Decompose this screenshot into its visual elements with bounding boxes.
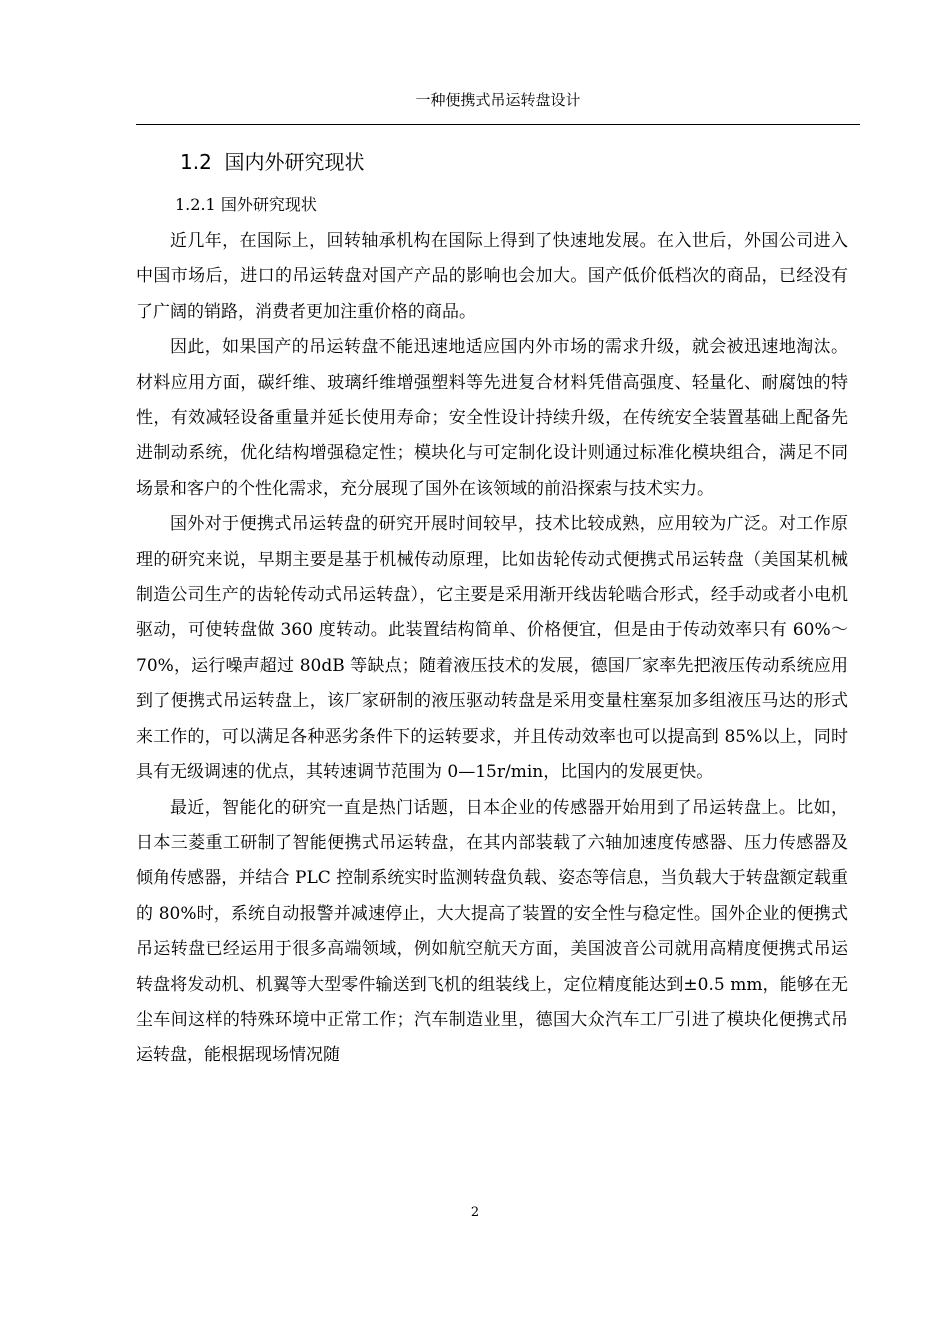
section-title: 国内外研究现状 [224, 150, 365, 174]
subsection-heading [175, 192, 317, 218]
subsection-title: 国外研究现状 [220, 195, 317, 214]
running-header: 一种便携式吊运转盘设计 [415, 91, 581, 109]
section-heading [180, 147, 365, 177]
section-number: 1.2 [180, 150, 212, 174]
paragraph-2: 因此，如果国产的吊运转盘不能迅速地适应国内外市场的需求升级，就会被迅速地淘汰。材料应用方面，碳纤维、玻璃纤维增强塑料等先进复合材料凭借高强度、轻量化、耐腐蚀的特性，有效减轻设备重量并延长使用寿命；安全性设计持续升级，在传统安全装置基础上配备先进制动系统，优化结构增强稳定性；模块化与可定制化设计则通过标准化模块组合，满足不同场景和客户的个性化需求，充分展现了国外在该领域的前沿探索与技术实力。 [136, 337, 848, 499]
subsection-number: 1.2.1 [175, 195, 216, 214]
header-divider [136, 124, 860, 125]
paragraph-1: 近几年，在国际上，回转轴承机构在国际上得到了快速地发展。在入世后，外国公司进入中国市场后，进口的吊运转盘对国产产品的影响也会加大。国产低价低档次的商品，已经没有了广阔的销路，消费者更加注重价格的商品。 [136, 231, 848, 322]
page-number: 2 [470, 1205, 480, 1220]
body-text [136, 224, 848, 1074]
paragraph-4: 最近，智能化的研究一直是热门话题，日本企业的传感器开始用到了吊运转盘上。比如，日本三菱重工研制了智能便携式吊运转盘，在其内部装载了六轴加速度传感器、压力传感器及倾角传感器，并结合 PLC 控制系统实时监测转盘负载、姿态等信息，当负载大于转盘额定载重的 80%时，系统自动报警并减速停止，大大提高了装置的安全性与稳定性。国外企业的便携式吊运转盘已经运用于很多高端领域，例如航空航天方面，美国波音公司就用高精度便携式吊运转盘将发动机、机翼等大型零件输送到飞机的组装线上，定位精度能达到±0.5 mm，能够在无尘车间这样的特殊环境中正常工作；汽车制造业里，德国大众汽车工厂引进了模块化便携式吊运转盘，能根据现场情况随 [136, 797, 848, 1066]
paragraph-3: 国外对于便携式吊运转盘的研究开展时间较早，技术比较成熟，应用较为广泛。对工作原理的研究来说，早期主要是基于机械传动原理，比如齿轮传动式便携式吊运转盘（美国某机械制造公司生产的齿轮传动式吊运转盘），它主要是采用渐开线齿轮啮合形式，经手动或者小电机驱动，可使转盘做 360 度转动。此装置结构简单、价格便宜，但是由于传动效率只有 60%～70%，运行噪声超过 80dB 等缺点；随着液压技术的发展，德国厂家率先把液压传动系统应用到了便携式吊运转盘上，该厂家研制的液压驱动转盘是采用变量柱塞泵加多组液压马达的形式来工作的，可以满足各种恶劣条件下的运转要求，并且传动效率也可以提高到 85%以上，同时具有无级调速的优点，其转速调节范围为 0—15r/min，比国内的发展更快。 [136, 514, 848, 783]
